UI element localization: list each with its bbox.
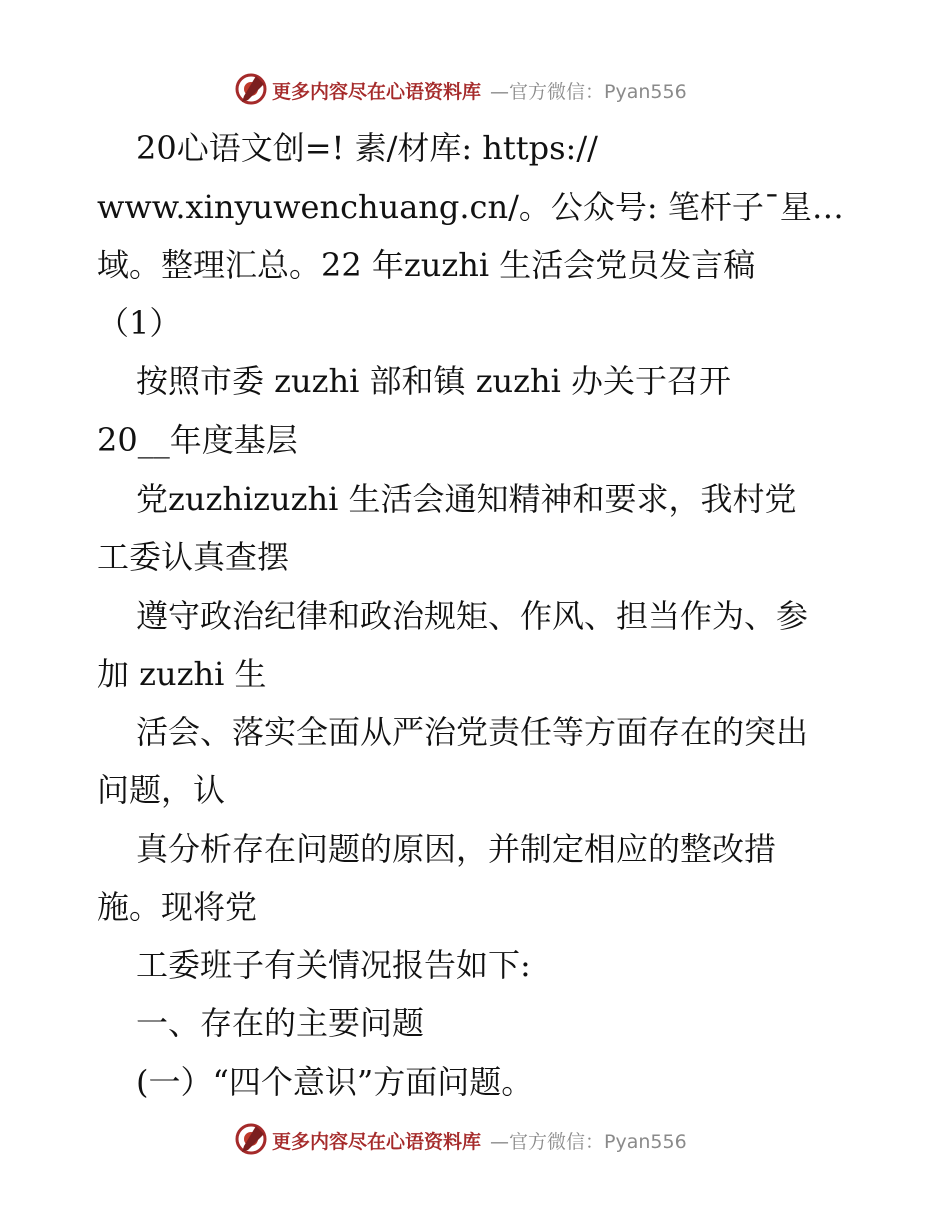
watermark-text: 更多内容尽在心语资料库 — [272, 1131, 482, 1153]
watermark-suffix: 官方微信：Pyan556 — [509, 1131, 687, 1153]
text-line: 域。整理汇总。22 年zuzhi 生活会党员发言稿 — [97, 246, 756, 284]
text-line: （1） — [97, 304, 182, 342]
section-heading: 一、存在的主要问题 — [136, 1004, 425, 1042]
text-line: 加 zuzhi 生 — [97, 655, 267, 693]
watermark-text: 更多内容尽在心语资料库 — [272, 81, 482, 103]
text-line: 问题，认 — [97, 771, 226, 809]
footer-watermark — [0, 1120, 950, 1160]
text-line: 施。现将党 — [97, 888, 258, 926]
text-line: 遵守政治纪律和政治规矩、作风、担当作为、参 — [136, 597, 809, 635]
subsection-heading: (一）“四个意识”方面问题。 — [136, 1063, 534, 1101]
text-line: www.xinyuwenchuang.cn/。公众号: 笔杆子¯星… — [97, 188, 844, 226]
pen-logo-icon — [234, 1122, 268, 1156]
watermark-contact — [490, 1127, 687, 1154]
text-line: 真分析存在问题的原因，并制定相应的整改措 — [136, 830, 777, 868]
watermark-suffix: 官方微信：Pyan556 — [509, 81, 687, 103]
text-line: 活会、落实全面从严治党责任等方面存在的突出 — [136, 713, 809, 751]
text-line: 党zuzhizuzhi 生活会通知精神和要求，我村党 — [136, 480, 797, 518]
text-line: 20心语文创=! 素/材库: https:// — [136, 129, 598, 167]
watermark-dash: — — [490, 81, 509, 103]
watermark-dash: — — [490, 1131, 509, 1153]
text-line: 按照市委 zuzhi 部和镇 zuzhi 办关于召开 — [136, 362, 732, 400]
text-line: 20__年度基层 — [97, 421, 298, 459]
text-line: 工委认真查摆 — [97, 538, 290, 576]
text-line: 工委班子有关情况报告如下: — [136, 946, 531, 984]
